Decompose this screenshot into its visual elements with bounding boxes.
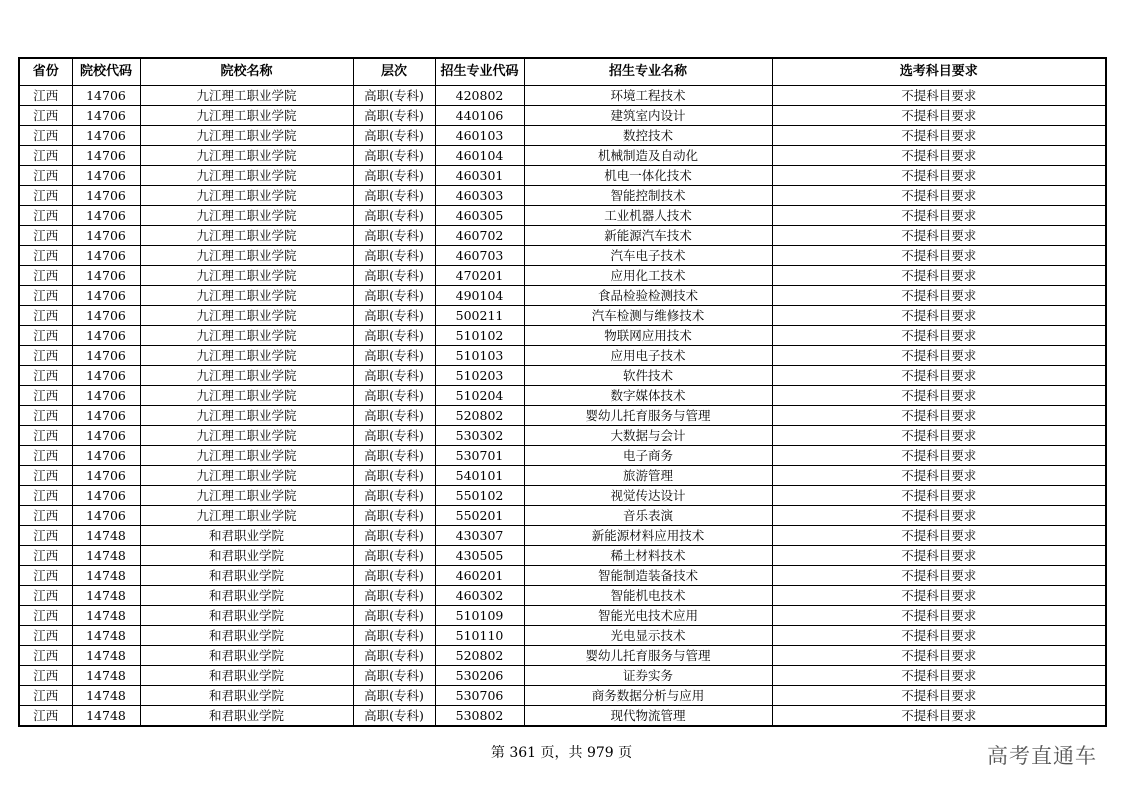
table-body (19, 86, 1106, 727)
level-cell: 高职(专科) (353, 266, 435, 286)
province-cell: 江西 (19, 546, 72, 566)
province-cell: 江西 (19, 366, 72, 386)
school-code-cell: 14706 (72, 446, 140, 466)
table-row (19, 626, 1106, 646)
major-code-cell: 510103 (435, 346, 524, 366)
school-code-cell: 14706 (72, 366, 140, 386)
level-cell: 高职(专科) (353, 566, 435, 586)
major-code-cell: 460303 (435, 186, 524, 206)
major-code-cell: 520802 (435, 406, 524, 426)
major-name-cell: 汽车电子技术 (524, 246, 772, 266)
major-name-cell: 旅游管理 (524, 466, 772, 486)
major-name-cell: 现代物流管理 (524, 706, 772, 727)
table-row (19, 546, 1106, 566)
subject-requirement-cell: 不提科目要求 (772, 186, 1106, 206)
level-cell: 高职(专科) (353, 546, 435, 566)
table-row (19, 486, 1106, 506)
school-code-cell: 14748 (72, 706, 140, 727)
major-code-cell: 550201 (435, 506, 524, 526)
level-cell: 高职(专科) (353, 526, 435, 546)
school-name-cell: 和君职业学院 (140, 586, 353, 606)
subject-requirement-cell: 不提科目要求 (772, 506, 1106, 526)
page-number: 第 361 页，共 979 页 (490, 745, 633, 761)
level-cell: 高职(专科) (353, 226, 435, 246)
table-row (19, 326, 1106, 346)
major-code-cell: 510204 (435, 386, 524, 406)
header-major-code: 招生专业代码 (435, 58, 524, 86)
school-name-cell: 和君职业学院 (140, 566, 353, 586)
school-name-cell: 九江理工职业学院 (140, 166, 353, 186)
table-row (19, 206, 1106, 226)
major-name-cell: 大数据与会计 (524, 426, 772, 446)
major-name-cell: 软件技术 (524, 366, 772, 386)
province-cell: 江西 (19, 346, 72, 366)
major-code-cell: 470201 (435, 266, 524, 286)
level-cell: 高职(专科) (353, 686, 435, 706)
table-row (19, 106, 1106, 126)
school-name-cell: 九江理工职业学院 (140, 426, 353, 446)
school-name-cell: 九江理工职业学院 (140, 466, 353, 486)
major-code-cell: 430307 (435, 526, 524, 546)
major-code-cell: 500211 (435, 306, 524, 326)
subject-requirement-cell: 不提科目要求 (772, 126, 1106, 146)
header-subject-requirement: 选考科目要求 (772, 58, 1106, 86)
table-row (19, 186, 1106, 206)
major-name-cell: 建筑室内设计 (524, 106, 772, 126)
major-code-cell: 510102 (435, 326, 524, 346)
major-code-cell: 460103 (435, 126, 524, 146)
province-cell: 江西 (19, 646, 72, 666)
school-code-cell: 14706 (72, 206, 140, 226)
table-row (19, 266, 1106, 286)
province-cell: 江西 (19, 386, 72, 406)
major-name-cell: 机电一体化技术 (524, 166, 772, 186)
school-name-cell: 九江理工职业学院 (140, 386, 353, 406)
major-name-cell: 电子商务 (524, 446, 772, 466)
level-cell: 高职(专科) (353, 466, 435, 486)
major-name-cell: 婴幼儿托育服务与管理 (524, 406, 772, 426)
subject-requirement-cell: 不提科目要求 (772, 586, 1106, 606)
level-cell: 高职(专科) (353, 606, 435, 626)
province-cell: 江西 (19, 286, 72, 306)
subject-requirement-cell: 不提科目要求 (772, 346, 1106, 366)
province-cell: 江西 (19, 326, 72, 346)
level-cell: 高职(专科) (353, 306, 435, 326)
school-name-cell: 九江理工职业学院 (140, 146, 353, 166)
major-code-cell: 530206 (435, 666, 524, 686)
subject-requirement-cell: 不提科目要求 (772, 366, 1106, 386)
school-name-cell: 和君职业学院 (140, 626, 353, 646)
school-code-cell: 14748 (72, 526, 140, 546)
school-code-cell: 14706 (72, 246, 140, 266)
level-cell: 高职(专科) (353, 126, 435, 146)
school-name-cell: 和君职业学院 (140, 646, 353, 666)
major-name-cell: 智能控制技术 (524, 186, 772, 206)
header-school-name: 院校名称 (140, 58, 353, 86)
major-name-cell: 环境工程技术 (524, 86, 772, 106)
table-row (19, 706, 1106, 727)
school-code-cell: 14748 (72, 606, 140, 626)
major-name-cell: 智能光电技术应用 (524, 606, 772, 626)
school-code-cell: 14706 (72, 506, 140, 526)
school-code-cell: 14748 (72, 586, 140, 606)
major-name-cell: 机械制造及自动化 (524, 146, 772, 166)
table-row (19, 166, 1106, 186)
major-code-cell: 460703 (435, 246, 524, 266)
major-name-cell: 新能源汽车技术 (524, 226, 772, 246)
major-code-cell: 430505 (435, 546, 524, 566)
province-cell: 江西 (19, 566, 72, 586)
province-cell: 江西 (19, 606, 72, 626)
admissions-table (18, 57, 1107, 727)
subject-requirement-cell: 不提科目要求 (772, 606, 1106, 626)
school-name-cell: 和君职业学院 (140, 706, 353, 727)
level-cell: 高职(专科) (353, 446, 435, 466)
subject-requirement-cell: 不提科目要求 (772, 486, 1106, 506)
school-name-cell: 九江理工职业学院 (140, 286, 353, 306)
table-row (19, 566, 1106, 586)
school-code-cell: 14748 (72, 666, 140, 686)
province-cell: 江西 (19, 506, 72, 526)
subject-requirement-cell: 不提科目要求 (772, 106, 1106, 126)
header-major-name: 招生专业名称 (524, 58, 772, 86)
major-code-cell: 490104 (435, 286, 524, 306)
level-cell: 高职(专科) (353, 626, 435, 646)
table-row (19, 386, 1106, 406)
subject-requirement-cell: 不提科目要求 (772, 146, 1106, 166)
school-name-cell: 九江理工职业学院 (140, 486, 353, 506)
major-name-cell: 食品检验检测技术 (524, 286, 772, 306)
subject-requirement-cell: 不提科目要求 (772, 646, 1106, 666)
level-cell: 高职(专科) (353, 706, 435, 727)
province-cell: 江西 (19, 186, 72, 206)
level-cell: 高职(专科) (353, 666, 435, 686)
school-name-cell: 和君职业学院 (140, 526, 353, 546)
major-name-cell: 婴幼儿托育服务与管理 (524, 646, 772, 666)
school-code-cell: 14748 (72, 626, 140, 646)
subject-requirement-cell: 不提科目要求 (772, 566, 1106, 586)
subject-requirement-cell: 不提科目要求 (772, 266, 1106, 286)
level-cell: 高职(专科) (353, 186, 435, 206)
school-name-cell: 九江理工职业学院 (140, 306, 353, 326)
province-cell: 江西 (19, 446, 72, 466)
school-name-cell: 和君职业学院 (140, 666, 353, 686)
subject-requirement-cell: 不提科目要求 (772, 326, 1106, 346)
subject-requirement-cell: 不提科目要求 (772, 226, 1106, 246)
table-row (19, 506, 1106, 526)
table-row (19, 426, 1106, 446)
province-cell: 江西 (19, 226, 72, 246)
school-name-cell: 九江理工职业学院 (140, 446, 353, 466)
subject-requirement-cell: 不提科目要求 (772, 386, 1106, 406)
level-cell: 高职(专科) (353, 106, 435, 126)
level-cell: 高职(专科) (353, 426, 435, 446)
major-code-cell: 510203 (435, 366, 524, 386)
school-name-cell: 九江理工职业学院 (140, 406, 353, 426)
major-name-cell: 音乐表演 (524, 506, 772, 526)
level-cell: 高职(专科) (353, 586, 435, 606)
major-code-cell: 510109 (435, 606, 524, 626)
table-row (19, 146, 1106, 166)
major-code-cell: 530706 (435, 686, 524, 706)
major-name-cell: 光电显示技术 (524, 626, 772, 646)
province-cell: 江西 (19, 166, 72, 186)
school-name-cell: 九江理工职业学院 (140, 506, 353, 526)
table-row (19, 286, 1106, 306)
major-code-cell: 530802 (435, 706, 524, 727)
table-row (19, 586, 1106, 606)
major-name-cell: 新能源材料应用技术 (524, 526, 772, 546)
province-cell: 江西 (19, 486, 72, 506)
level-cell: 高职(专科) (353, 366, 435, 386)
school-code-cell: 14706 (72, 386, 140, 406)
table-row (19, 226, 1106, 246)
level-cell: 高职(专科) (353, 506, 435, 526)
province-cell: 江西 (19, 246, 72, 266)
subject-requirement-cell: 不提科目要求 (772, 286, 1106, 306)
major-code-cell: 510110 (435, 626, 524, 646)
major-code-cell: 460702 (435, 226, 524, 246)
major-code-cell: 460201 (435, 566, 524, 586)
province-cell: 江西 (19, 466, 72, 486)
school-name-cell: 九江理工职业学院 (140, 206, 353, 226)
province-cell: 江西 (19, 106, 72, 126)
major-name-cell: 商务数据分析与应用 (524, 686, 772, 706)
header-row (19, 58, 1106, 86)
major-name-cell: 智能制造装备技术 (524, 566, 772, 586)
major-code-cell: 460104 (435, 146, 524, 166)
table-row (19, 86, 1106, 106)
province-cell: 江西 (19, 266, 72, 286)
school-code-cell: 14706 (72, 106, 140, 126)
level-cell: 高职(专科) (353, 206, 435, 226)
province-cell: 江西 (19, 586, 72, 606)
province-cell: 江西 (19, 206, 72, 226)
level-cell: 高职(专科) (353, 166, 435, 186)
school-code-cell: 14748 (72, 646, 140, 666)
school-name-cell: 九江理工职业学院 (140, 326, 353, 346)
table-row (19, 526, 1106, 546)
school-code-cell: 14706 (72, 346, 140, 366)
major-code-cell: 540101 (435, 466, 524, 486)
school-code-cell: 14706 (72, 226, 140, 246)
subject-requirement-cell: 不提科目要求 (772, 86, 1106, 106)
subject-requirement-cell: 不提科目要求 (772, 406, 1106, 426)
major-name-cell: 证券实务 (524, 666, 772, 686)
subject-requirement-cell: 不提科目要求 (772, 686, 1106, 706)
table-row (19, 126, 1106, 146)
major-code-cell: 530302 (435, 426, 524, 446)
school-code-cell: 14706 (72, 186, 140, 206)
province-cell: 江西 (19, 686, 72, 706)
major-code-cell: 460301 (435, 166, 524, 186)
major-code-cell: 550102 (435, 486, 524, 506)
level-cell: 高职(专科) (353, 486, 435, 506)
subject-requirement-cell: 不提科目要求 (772, 466, 1106, 486)
province-cell: 江西 (19, 526, 72, 546)
table-row (19, 366, 1106, 386)
major-name-cell: 智能机电技术 (524, 586, 772, 606)
subject-requirement-cell: 不提科目要求 (772, 426, 1106, 446)
province-cell: 江西 (19, 146, 72, 166)
school-code-cell: 14748 (72, 566, 140, 586)
subject-requirement-cell: 不提科目要求 (772, 246, 1106, 266)
major-name-cell: 数字媒体技术 (524, 386, 772, 406)
major-name-cell: 应用电子技术 (524, 346, 772, 366)
level-cell: 高职(专科) (353, 386, 435, 406)
subject-requirement-cell: 不提科目要求 (772, 206, 1106, 226)
major-code-cell: 460302 (435, 586, 524, 606)
school-name-cell: 九江理工职业学院 (140, 86, 353, 106)
header-level: 层次 (353, 58, 435, 86)
subject-requirement-cell: 不提科目要求 (772, 446, 1106, 466)
school-code-cell: 14706 (72, 466, 140, 486)
subject-requirement-cell: 不提科目要求 (772, 306, 1106, 326)
major-code-cell: 520802 (435, 646, 524, 666)
table-row (19, 666, 1106, 686)
school-code-cell: 14706 (72, 146, 140, 166)
subject-requirement-cell: 不提科目要求 (772, 166, 1106, 186)
header-school-code: 院校代码 (72, 58, 140, 86)
school-code-cell: 14706 (72, 166, 140, 186)
level-cell: 高职(专科) (353, 406, 435, 426)
major-name-cell: 数控技术 (524, 126, 772, 146)
table-row (19, 406, 1106, 426)
level-cell: 高职(专科) (353, 646, 435, 666)
province-cell: 江西 (19, 626, 72, 646)
province-cell: 江西 (19, 706, 72, 727)
school-name-cell: 九江理工职业学院 (140, 226, 353, 246)
major-name-cell: 应用化工技术 (524, 266, 772, 286)
subject-requirement-cell: 不提科目要求 (772, 546, 1106, 566)
school-code-cell: 14706 (72, 286, 140, 306)
table-row (19, 606, 1106, 626)
level-cell: 高职(专科) (353, 146, 435, 166)
school-code-cell: 14706 (72, 86, 140, 106)
school-code-cell: 14706 (72, 406, 140, 426)
major-name-cell: 汽车检测与维修技术 (524, 306, 772, 326)
province-cell: 江西 (19, 666, 72, 686)
subject-requirement-cell: 不提科目要求 (772, 706, 1106, 727)
level-cell: 高职(专科) (353, 286, 435, 306)
subject-requirement-cell: 不提科目要求 (772, 666, 1106, 686)
table-row (19, 646, 1106, 666)
school-name-cell: 九江理工职业学院 (140, 346, 353, 366)
major-name-cell: 工业机器人技术 (524, 206, 772, 226)
school-code-cell: 14748 (72, 686, 140, 706)
school-name-cell: 和君职业学院 (140, 606, 353, 626)
school-name-cell: 九江理工职业学院 (140, 246, 353, 266)
province-cell: 江西 (19, 426, 72, 446)
table-row (19, 466, 1106, 486)
table-row (19, 306, 1106, 326)
school-name-cell: 九江理工职业学院 (140, 106, 353, 126)
major-code-cell: 420802 (435, 86, 524, 106)
school-name-cell: 和君职业学院 (140, 546, 353, 566)
subject-requirement-cell: 不提科目要求 (772, 626, 1106, 646)
school-name-cell: 九江理工职业学院 (140, 126, 353, 146)
school-name-cell: 九江理工职业学院 (140, 366, 353, 386)
school-code-cell: 14706 (72, 126, 140, 146)
table-row (19, 246, 1106, 266)
table-row (19, 346, 1106, 366)
school-code-cell: 14706 (72, 306, 140, 326)
subject-requirement-cell: 不提科目要求 (772, 526, 1106, 546)
province-cell: 江西 (19, 406, 72, 426)
level-cell: 高职(专科) (353, 86, 435, 106)
major-name-cell: 稀土材料技术 (524, 546, 772, 566)
school-code-cell: 14706 (72, 426, 140, 446)
major-code-cell: 460305 (435, 206, 524, 226)
header-province: 省份 (19, 58, 72, 86)
school-name-cell: 和君职业学院 (140, 686, 353, 706)
school-name-cell: 九江理工职业学院 (140, 186, 353, 206)
level-cell: 高职(专科) (353, 346, 435, 366)
province-cell: 江西 (19, 306, 72, 326)
table-row (19, 446, 1106, 466)
table-row (19, 686, 1106, 706)
level-cell: 高职(专科) (353, 246, 435, 266)
watermark-logo: 高考直通车 (987, 744, 1097, 768)
major-name-cell: 视觉传达设计 (524, 486, 772, 506)
major-code-cell: 530701 (435, 446, 524, 466)
school-code-cell: 14706 (72, 486, 140, 506)
major-name-cell: 物联网应用技术 (524, 326, 772, 346)
province-cell: 江西 (19, 86, 72, 106)
major-code-cell: 440106 (435, 106, 524, 126)
province-cell: 江西 (19, 126, 72, 146)
school-code-cell: 14748 (72, 546, 140, 566)
school-code-cell: 14706 (72, 326, 140, 346)
school-name-cell: 九江理工职业学院 (140, 266, 353, 286)
school-code-cell: 14706 (72, 266, 140, 286)
level-cell: 高职(专科) (353, 326, 435, 346)
